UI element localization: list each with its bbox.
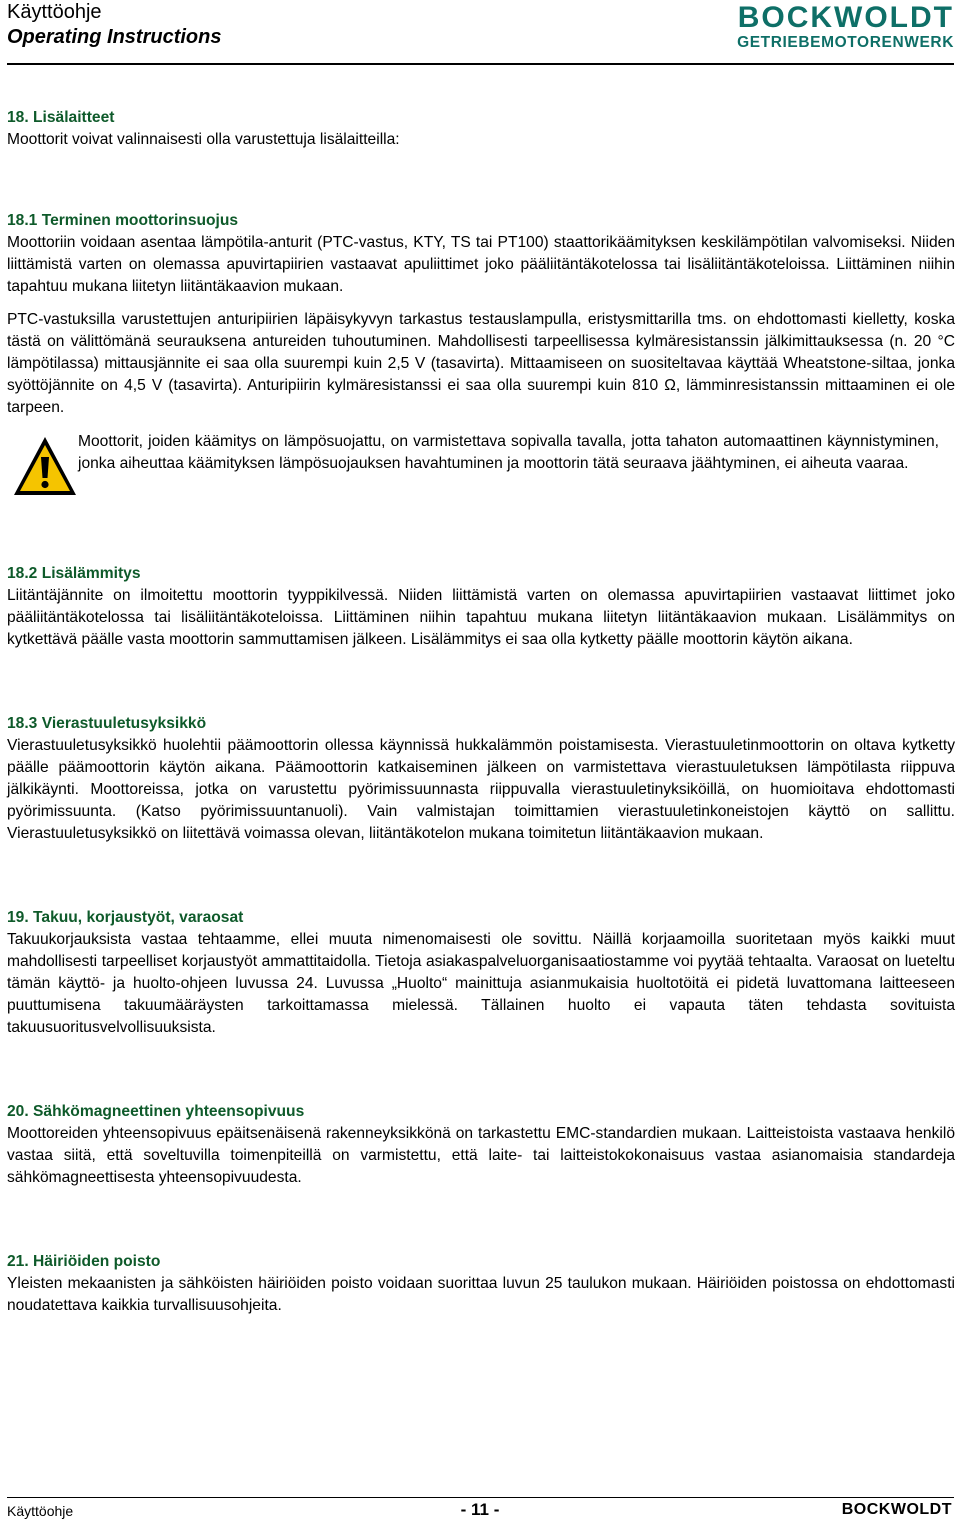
footer-brand: BOCKWOLDT	[841, 1501, 952, 1518]
section-title: Sähkömagneettinen yhteensopivuus	[33, 1103, 305, 1120]
section-20-heading	[7, 1101, 955, 1123]
section-number: 18.2	[7, 565, 38, 582]
section-title: Häiriöiden poisto	[33, 1253, 161, 1270]
warning-triangle-icon	[12, 435, 78, 501]
page-footer	[0, 1500, 960, 1523]
section-number: 21.	[7, 1253, 29, 1270]
section-18-3-heading	[7, 713, 955, 735]
warning-notice	[7, 431, 955, 501]
section-21-heading	[7, 1251, 955, 1273]
section-title: Terminen moottorinsuojus	[41, 212, 239, 229]
section-20-paragraph: Moottoreiden yhteensopivuus epäitsenäisenä rakenneyksikkönä on tarkastettu EMC-standardien mukaan. Laitteistoista vastaava henkilö vastaa siitä, että soveltuvilla toimenpiteillä on varmistettu, että laite- tai laitteistokokonaisuus vastaa asianomaisia standardeja sähkömagneettisesta yhteensopivuudesta.	[7, 1125, 955, 1186]
section-18-heading: 18. Lisälaitteet	[7, 109, 115, 126]
section-18-3-paragraph: Vierastuuletusyksikkö huolehtii päämoottorin ollessa käynnissä hukkalämmön poistamisesta. Vierastuuletinmoottorin on oltava kytketty päälle päämoottorin käytön aikana. Päämoottorin katkaiseminen jälkeen on varmistettava vierastuuletuksen lämpötilasta riippuva jälkikäynti. Moottoreissa, jotka on varustettu pyörimissuunnasta riippuvalla vierastuuletinyksiköillä, on huomioitava ehdottomasti pyörimissuunta. (Katso pyörimissuuntanuoli). Vain valmistajan toimittamien vierastuuletinkoneistojen käyttö on sallittu. Vierastuuletusyksikkö on liitettävä voimassa olevan, liitäntäkotelon mukana toimitetun liitäntäkaavion mukaan.	[7, 737, 955, 842]
section-19-heading	[7, 907, 955, 929]
footer-doc-title: Käyttöohje	[7, 1503, 74, 1519]
warning-text: Moottorit, joiden käämitys on lämpösuojattu, on varmistettava sopivalla tavalla, jotta tahaton automaattinen käynnistyminen, jonka aiheuttaa käämityksen lämpösuojauksen havahtuminen ja moottorin tätä seuraava jäähtyminen, ei aiheuta vaaraa.	[78, 433, 939, 472]
page-number: - 11 -	[460, 1500, 500, 1519]
section-title: Lisälämmitys	[41, 565, 141, 582]
header-divider	[7, 63, 954, 65]
section-18-1-heading	[7, 210, 955, 232]
header-title-fi: Käyttöohje	[7, 1, 102, 23]
header-title-en: Operating Instructions	[7, 26, 222, 48]
section-18-2-heading	[7, 563, 955, 585]
section-19-paragraph: Takuukorjauksista vastaa tehtaamme, ellei muuta nimenomaisesti ole sovittu. Näillä korjaamoilla suoritetaan myös kaikki muut mahdollisesti tarpeelliset korjaustyöt ammattitaidolla. Tietoja asiakaspalveluorganisaatiostamme voi pyytää tehtaalta. Varaosat on lueteltu tämän käyttö- ja huolto-ohjeen luvussa 24. Luvussa „Huolto“ mainittuja asianmukaisia huoltotöitä ei pidetä luvattomana laitteeseen puuttumisena takuumääräysten tarkoittamassa mielessä. Tällainen huolto ei vapauta täten tehdasta sovituista takuusuoritusvelvollisuuksista.	[7, 931, 955, 1036]
section-title: Takuu, korjaustyöt, varaosat	[33, 909, 244, 926]
section-21-paragraph: Yleisten mekaanisten ja sähköisten häiriöiden poisto voidaan suorittaa luvun 25 taulukon mukaan. Häiriöiden poistossa on ehdottomasti noudatettava kaikkia turvallisuusohjeita.	[7, 1275, 955, 1314]
page-header	[0, 0, 960, 62]
logo-sub-text: GETRIEBEMOTORENWERK	[737, 34, 954, 51]
brand-logo	[737, 2, 954, 52]
footer-divider	[7, 1497, 954, 1498]
document-body	[7, 107, 955, 1317]
section-18-2-paragraph: Liitäntäjännite on ilmoitettu moottorin tyyppikilvessä. Niiden liittämistä varten on olemassa apuvirtapiirien vastaavat liittimet joko pääliitäntäkotelossa tai lisäliitäntäkoteloissa. Liittäminen niihin tapahtuu mukana liitetyn liitäntäkaavion mukaan. Lisälämmitys on kytkettävä päälle vasta moottorin sammuttamisen jälkeen. Lisälämmitys ei saa olla kytketty päälle moottorin käytön aikana.	[7, 587, 955, 648]
logo-main-text: BOCKWOLDT	[737, 1, 954, 34]
section-number: 20.	[7, 1103, 29, 1120]
section-18-1-paragraph-2: PTC-vastuksilla varustettujen anturipiirien läpäisykyvyn tarkastus testauslampulla, eristysmittarilla tms. on ehdottomasti kielletty, koska tästä on välittömänä seurauksena antureiden tuhoutuminen. Mahdollisesti tarpeellisessa kylmäresistanssin jälkimittauksessa (n. 20 °C lämpötilassa) mittausjännite ei saa olla suurempi kuin 2,5 V (tasavirta). Mittaamiseen on suositeltavaa käyttää Wheatstone-siltaa, jonka syöttöjännite on 4,5 V (tasavirta). Anturipiirin kylmäresistanssi ei saa olla suurempi kuin 810 Ω, lämminresistanssin mittaaminen ei ole tarpeen.	[7, 311, 955, 416]
section-number: 18.1	[7, 212, 38, 229]
section-number: 18.3	[7, 715, 38, 732]
section-18-1-paragraph-1: Moottoriin voidaan asentaa lämpötila-anturit (PTC-vastus, KTY, TS tai PT100) staattorikäämityksen keskilämpötilan valvomiseksi. Niiden liittämistä varten on olemassa apuvirtapiirien vastaavat apuliittimet joko pääliitäntäkotelossa tai lisäliitäntäkoteloissa. Liittäminen niihin tapahtuu mukana liitetyn liitäntäkaavion mukaan.	[7, 234, 955, 295]
section-number: 19.	[7, 909, 29, 926]
section-title: Vierastuuletusyksikkö	[41, 715, 207, 732]
section-18-intro: Moottorit voivat valinnaisesti olla varustettuja lisälaitteilla:	[7, 131, 400, 148]
